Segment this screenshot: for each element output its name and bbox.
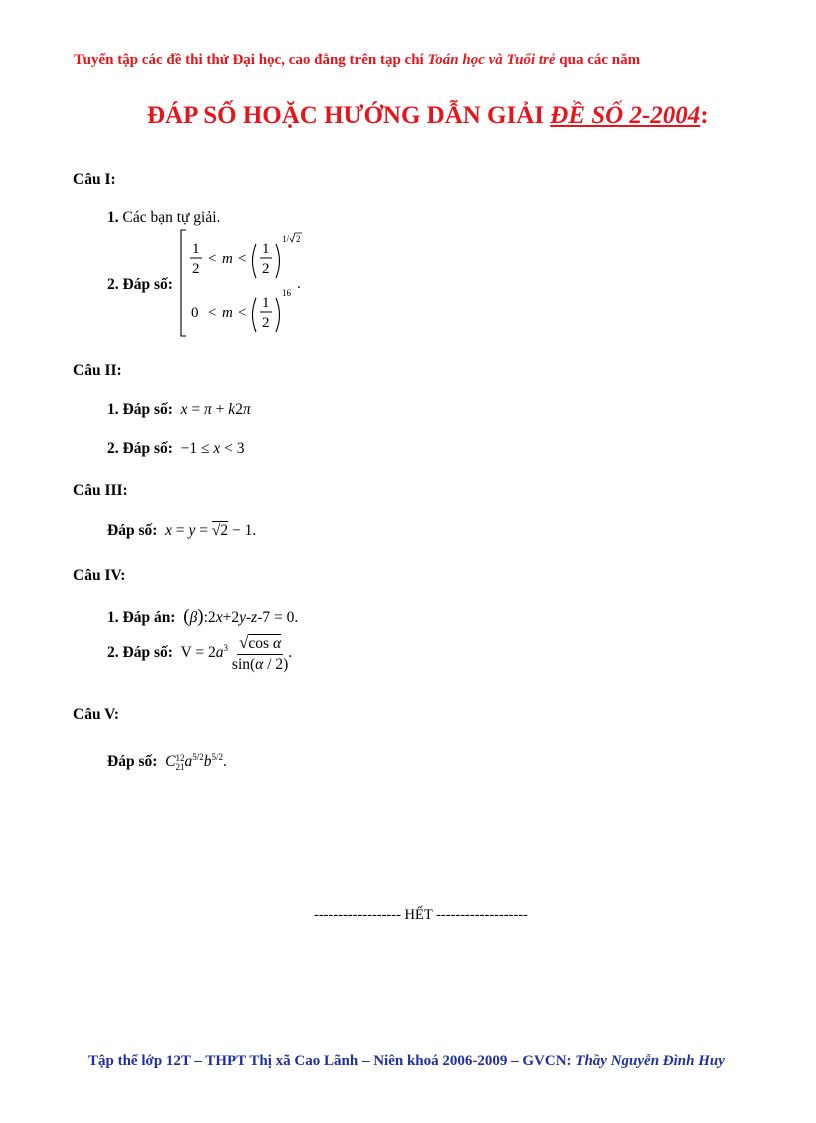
section-heading-cau-1: Câu I: (73, 171, 116, 188)
svg-text:m: m (222, 305, 233, 321)
svg-text:1: 1 (262, 295, 270, 311)
cau-3-label: Đáp số: (107, 522, 158, 539)
svg-text:1/: 1/ (282, 234, 290, 244)
svg-text:.: . (297, 276, 301, 292)
page-title (147, 102, 709, 130)
cau-3-answer (107, 522, 256, 540)
cau-4-item-2-label: 2. Đáp số: (107, 644, 173, 661)
svg-text:<: < (208, 305, 217, 321)
document-footer (88, 1053, 725, 1070)
title-colon: : (700, 102, 709, 129)
svg-text:m: m (222, 251, 233, 267)
title-exam-number: ĐỀ SỐ 2-2004 (550, 102, 701, 129)
svg-text:16: 16 (282, 288, 291, 298)
footer-teacher: Thầy Nguyễn Đình Huy (575, 1053, 725, 1069)
cau-1-item-1 (107, 209, 220, 227)
cau-2-item-1 (107, 401, 251, 419)
svg-text:1: 1 (192, 241, 200, 257)
header-prefix: Tuyển tập các đề thi thử Đại học, cao đẳng trên tạp chí (74, 52, 428, 68)
cau-5-formula: C 12 21 $a^{5/2}b^{5/2}$. (165, 752, 227, 772)
section-heading-cau-4: Câu IV: (73, 567, 126, 584)
cau-1-item-1-text: Các bạn tự giải. (118, 209, 221, 226)
cau-2-item-2-label: 2. Đáp số: (107, 440, 173, 457)
svg-text:2: 2 (192, 261, 200, 277)
svg-text:<: < (238, 251, 247, 267)
cau-2-item-1-formula: x = π + k2π (180, 401, 251, 418)
svg-text:<: < (238, 305, 247, 321)
svg-text:0: 0 (191, 305, 199, 321)
section-heading-cau-3: Câu III: (73, 482, 128, 499)
cau-1-item-1-number: 1. (107, 209, 119, 226)
cau-4-item-1 (107, 606, 298, 628)
header-journal: Toán học và Tuổi trẻ (427, 52, 556, 68)
cau-4-item-2-formula: $V = 2a^3$ $\frac{\text{√cos α}}{\sin(\alpha / 2)}$ . (176, 633, 293, 673)
title-main: ĐÁP SỐ HOẶC HƯỚNG DẪN GIẢI (147, 102, 551, 129)
svg-text:2: 2 (262, 315, 270, 331)
cau-1-item-2-label: 2. Đáp số: (107, 276, 173, 293)
end-marker: ------------------ HẾT ------------------- (314, 907, 528, 923)
cau-1-answer-formula (178, 226, 308, 340)
cau-2-item-2 (107, 440, 245, 458)
cau-4-item-1-label: 1. Đáp án: (107, 609, 176, 626)
svg-text:<: < (208, 251, 217, 267)
svg-text:2: 2 (262, 261, 270, 277)
cau-5-answer (107, 752, 227, 772)
header-suffix: qua các năm (555, 52, 641, 68)
cau-5-label: Đáp số: (107, 753, 158, 771)
section-heading-cau-2: Câu II: (73, 362, 122, 379)
document-header (74, 52, 640, 69)
cau-4-item-1-formula: (β):2x+2y-z-7 = 0. (183, 606, 299, 627)
svg-text:2: 2 (296, 234, 301, 244)
cau-4-item-2 (107, 634, 292, 672)
cau-3-formula: x = y = √2 − 1. (165, 522, 257, 539)
cau-2-item-1-label: 1. Đáp số: (107, 401, 173, 418)
footer-text: Tập thể lớp 12T – THPT Thị xã Cao Lãnh – Niên khoá 2006-2009 – GVCN: (88, 1053, 576, 1069)
section-heading-cau-5: Câu V: (73, 706, 120, 723)
svg-text:1: 1 (262, 241, 270, 257)
cau-2-item-2-formula: −1 ≤ x < 3 (176, 440, 245, 457)
